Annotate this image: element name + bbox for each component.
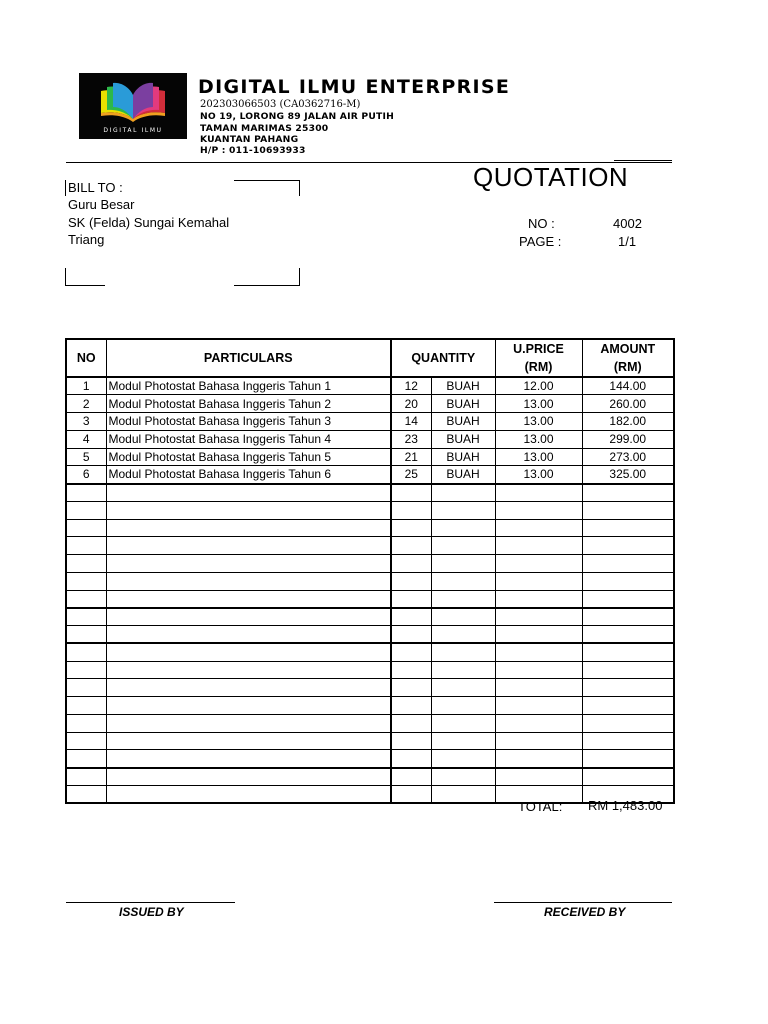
cell-price <box>495 484 582 502</box>
cell-no <box>66 785 106 803</box>
blank-row <box>66 555 674 573</box>
cell-unit <box>431 484 495 502</box>
cell-particulars <box>106 626 391 644</box>
cell-price <box>495 750 582 768</box>
cell-no: 1 <box>66 377 106 395</box>
cell-amount: 144.00 <box>582 377 674 395</box>
cell-no <box>66 555 106 573</box>
table-row <box>66 466 674 484</box>
cell-amount <box>582 484 674 502</box>
cell-qty <box>391 484 431 502</box>
cell-qty <box>391 501 431 519</box>
cell-unit <box>431 768 495 786</box>
blank-row <box>66 697 674 715</box>
items-body <box>66 377 674 803</box>
cell-particulars <box>106 697 391 715</box>
cell-qty <box>391 768 431 786</box>
blank-row <box>66 750 674 768</box>
cell-unit <box>431 643 495 661</box>
bill-to-line-1: Guru Besar <box>68 197 135 212</box>
cell-unit <box>431 626 495 644</box>
company-registration: 202303066503 (CA0362716-M) <box>200 99 361 110</box>
cell-particulars: Modul Photostat Bahasa Inggeris Tahun 2 <box>106 395 391 413</box>
table-row <box>66 395 674 413</box>
cell-qty <box>391 590 431 608</box>
cell-unit <box>431 732 495 750</box>
cell-qty <box>391 608 431 626</box>
cell-price <box>495 679 582 697</box>
cell-amount: 182.00 <box>582 413 674 431</box>
document-title: QUOTATION <box>473 162 629 192</box>
cell-no <box>66 679 106 697</box>
cell-no: 4 <box>66 430 106 448</box>
cell-amount: 299.00 <box>582 430 674 448</box>
cell-price: 12.00 <box>495 377 582 395</box>
cell-amount <box>582 608 674 626</box>
cell-qty: 14 <box>391 413 431 431</box>
cell-amount <box>582 697 674 715</box>
cell-price <box>495 732 582 750</box>
cell-no <box>66 661 106 679</box>
cell-no: 6 <box>66 466 106 484</box>
cell-qty <box>391 732 431 750</box>
cell-qty <box>391 643 431 661</box>
cell-particulars <box>106 768 391 786</box>
cell-no <box>66 714 106 732</box>
cell-particulars: Modul Photostat Bahasa Inggeris Tahun 3 <box>106 413 391 431</box>
cell-amount <box>582 732 674 750</box>
cell-no <box>66 732 106 750</box>
cell-qty: 23 <box>391 430 431 448</box>
header-amount-unit: (RM) <box>613 360 642 374</box>
cell-particulars <box>106 785 391 803</box>
cell-particulars <box>106 679 391 697</box>
cell-amount <box>582 519 674 537</box>
cell-qty <box>391 555 431 573</box>
cell-unit: BUAH <box>431 448 495 466</box>
received-by-label: RECEIVED BY <box>544 905 626 919</box>
cell-amount <box>582 555 674 573</box>
quote-number-value: 4002 <box>613 216 642 231</box>
cell-no <box>66 608 106 626</box>
header-amount-label: AMOUNT <box>600 342 656 356</box>
blank-row <box>66 484 674 502</box>
cell-unit <box>431 537 495 555</box>
bill-box-corner-br-v <box>299 268 300 286</box>
cell-unit <box>431 785 495 803</box>
table-row <box>66 430 674 448</box>
cell-unit <box>431 555 495 573</box>
bill-box-corner-tr-h <box>234 180 300 181</box>
blank-row <box>66 785 674 803</box>
issued-by-label: ISSUED BY <box>119 905 184 919</box>
page-label: PAGE : <box>519 234 562 249</box>
header-particulars: PARTICULARS <box>106 339 391 377</box>
cell-qty <box>391 785 431 803</box>
cell-price: 13.00 <box>495 413 582 431</box>
cell-price <box>495 768 582 786</box>
header-unit-price-unit: (RM) <box>524 360 553 374</box>
cell-price <box>495 661 582 679</box>
bill-to-label: BILL TO : <box>68 180 123 195</box>
cell-amount <box>582 661 674 679</box>
cell-price <box>495 519 582 537</box>
cell-amount <box>582 679 674 697</box>
cell-qty <box>391 537 431 555</box>
cell-particulars <box>106 643 391 661</box>
blank-row <box>66 768 674 786</box>
cell-price <box>495 572 582 590</box>
cell-particulars <box>106 590 391 608</box>
company-phone: H/P : 011-10693933 <box>200 145 306 156</box>
cell-unit: BUAH <box>431 395 495 413</box>
cell-price <box>495 555 582 573</box>
cell-amount <box>582 537 674 555</box>
table-row <box>66 377 674 395</box>
blank-row <box>66 501 674 519</box>
company-address-line-2: TAMAN MARIMAS 25300 <box>200 123 329 134</box>
cell-price: 13.00 <box>495 395 582 413</box>
cell-price <box>495 537 582 555</box>
cell-no <box>66 484 106 502</box>
cell-unit: BUAH <box>431 413 495 431</box>
cell-unit <box>431 590 495 608</box>
company-name: DIGITAL ILMU ENTERPRISE <box>198 76 511 98</box>
blank-row <box>66 643 674 661</box>
cell-particulars <box>106 750 391 768</box>
cell-particulars <box>106 732 391 750</box>
cell-qty <box>391 626 431 644</box>
header-unit-price-label: U.PRICE <box>513 342 564 356</box>
bill-to-line-3: Triang <box>68 232 105 247</box>
cell-particulars: Modul Photostat Bahasa Inggeris Tahun 4 <box>106 430 391 448</box>
table-row <box>66 413 674 431</box>
cell-unit: BUAH <box>431 466 495 484</box>
cell-particulars: Modul Photostat Bahasa Inggeris Tahun 1 <box>106 377 391 395</box>
cell-particulars <box>106 555 391 573</box>
total-value: RM 1,483.00 <box>588 798 663 813</box>
open-book-icon <box>79 73 187 133</box>
table-row <box>66 448 674 466</box>
cell-qty: 21 <box>391 448 431 466</box>
cell-no <box>66 537 106 555</box>
cell-particulars <box>106 519 391 537</box>
cell-unit <box>431 697 495 715</box>
cell-no: 5 <box>66 448 106 466</box>
cell-unit <box>431 519 495 537</box>
cell-particulars: Modul Photostat Bahasa Inggeris Tahun 5 <box>106 448 391 466</box>
cell-qty <box>391 661 431 679</box>
cell-particulars <box>106 608 391 626</box>
cell-no <box>66 590 106 608</box>
total-label: TOTAL: <box>518 799 563 814</box>
cell-price: 13.00 <box>495 430 582 448</box>
quote-number-label: NO : <box>528 216 555 231</box>
blank-row <box>66 714 674 732</box>
cell-price <box>495 608 582 626</box>
cell-no <box>66 643 106 661</box>
cell-no <box>66 519 106 537</box>
cell-price <box>495 590 582 608</box>
cell-particulars <box>106 484 391 502</box>
cell-qty <box>391 714 431 732</box>
cell-no <box>66 750 106 768</box>
cell-amount <box>582 643 674 661</box>
cell-amount <box>582 768 674 786</box>
bill-box-corner-tl-v <box>65 180 66 196</box>
bill-box-corner-tr-v <box>299 180 300 196</box>
cell-qty: 20 <box>391 395 431 413</box>
header-amount <box>582 339 674 377</box>
header-no: NO <box>66 339 106 377</box>
cell-no <box>66 697 106 715</box>
page-value: 1/1 <box>618 234 637 249</box>
blank-row <box>66 519 674 537</box>
cell-amount <box>582 626 674 644</box>
cell-no <box>66 768 106 786</box>
cell-qty <box>391 697 431 715</box>
cell-qty: 25 <box>391 466 431 484</box>
table-header-row <box>66 339 674 377</box>
cell-particulars <box>106 661 391 679</box>
cell-particulars <box>106 501 391 519</box>
cell-unit: BUAH <box>431 430 495 448</box>
cell-qty: 12 <box>391 377 431 395</box>
cell-price <box>495 501 582 519</box>
cell-price: 13.00 <box>495 466 582 484</box>
cell-amount <box>582 501 674 519</box>
company-logo <box>79 73 187 139</box>
bill-box-corner-br-h <box>234 285 300 286</box>
company-address-line-3: KUANTAN PAHANG <box>200 134 299 145</box>
cell-amount <box>582 572 674 590</box>
cell-no: 3 <box>66 413 106 431</box>
cell-unit <box>431 501 495 519</box>
cell-unit <box>431 661 495 679</box>
received-by-signature-line <box>494 902 672 903</box>
cell-price <box>495 643 582 661</box>
cell-amount <box>582 750 674 768</box>
cell-amount <box>582 590 674 608</box>
cell-particulars: Modul Photostat Bahasa Inggeris Tahun 6 <box>106 466 391 484</box>
blank-row <box>66 732 674 750</box>
cell-qty <box>391 572 431 590</box>
cell-particulars <box>106 537 391 555</box>
cell-price <box>495 714 582 732</box>
cell-price <box>495 626 582 644</box>
cell-qty <box>391 519 431 537</box>
cell-unit <box>431 572 495 590</box>
header-unit-price <box>495 339 582 377</box>
cell-no <box>66 626 106 644</box>
logo-text: DIGITAL ILMU <box>103 127 163 134</box>
cell-price: 13.00 <box>495 448 582 466</box>
header-accent-line <box>614 160 672 161</box>
blank-row <box>66 572 674 590</box>
bill-box-corner-bl-h <box>65 285 105 286</box>
company-address-line-1: NO 19, LORONG 89 JALAN AIR PUTIH <box>200 111 394 122</box>
cell-particulars <box>106 572 391 590</box>
cell-unit <box>431 679 495 697</box>
blank-row <box>66 608 674 626</box>
blank-row <box>66 679 674 697</box>
cell-no: 2 <box>66 395 106 413</box>
cell-unit <box>431 714 495 732</box>
cell-qty <box>391 679 431 697</box>
cell-amount: 273.00 <box>582 448 674 466</box>
bill-to-line-2: SK (Felda) Sungai Kemahal <box>68 215 230 230</box>
blank-row <box>66 537 674 555</box>
cell-unit <box>431 608 495 626</box>
cell-qty <box>391 750 431 768</box>
cell-amount: 325.00 <box>582 466 674 484</box>
cell-no <box>66 572 106 590</box>
cell-unit: BUAH <box>431 377 495 395</box>
blank-row <box>66 661 674 679</box>
cell-amount: 260.00 <box>582 395 674 413</box>
cell-amount <box>582 714 674 732</box>
issued-by-signature-line <box>66 902 235 903</box>
cell-unit <box>431 750 495 768</box>
blank-row <box>66 590 674 608</box>
cell-particulars <box>106 714 391 732</box>
items-table <box>65 338 675 804</box>
blank-row <box>66 626 674 644</box>
cell-price <box>495 697 582 715</box>
header-quantity: QUANTITY <box>391 339 495 377</box>
bill-box-corner-bl-v <box>65 268 66 286</box>
cell-no <box>66 501 106 519</box>
